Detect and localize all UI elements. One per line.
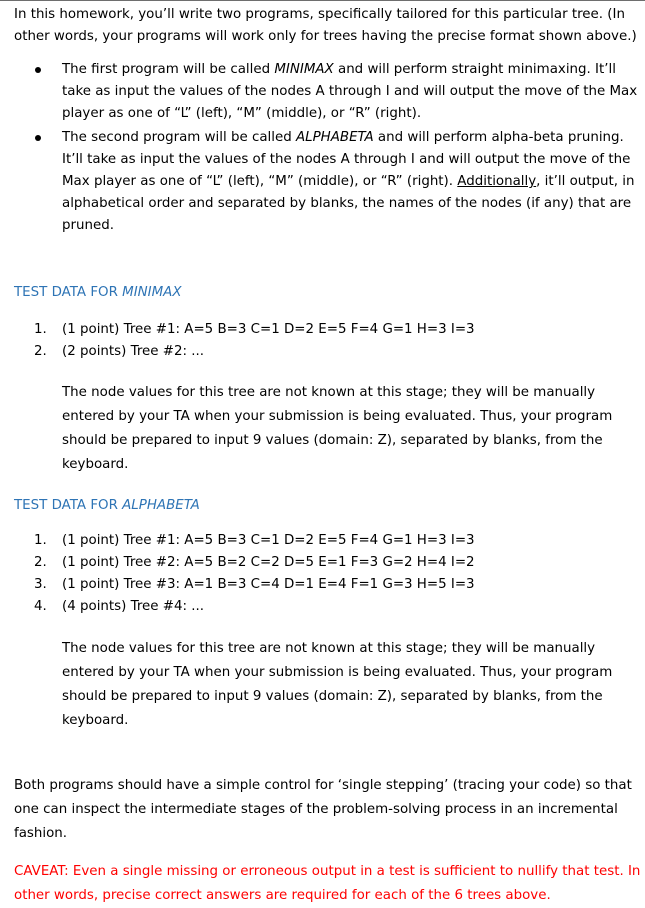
alphabeta-unknown-tree-note: The node values for this tree are not known at this stage; they will be manually entered by your TA when your submission is being evaluated. Thus, your program should be prepared to input 9 values (domain: Z), separated by blanks, from the keyboard. (62, 641, 613, 728)
top-rule (0, 0, 645, 1)
single-stepping-paragraph: Both programs should have a simple control for ‘single stepping’ (tracing your code) so that one can inspect the intermediate stages of the problem-solving process in an incremental fashion. (14, 778, 632, 841)
intro-paragraph: In this homework, you’ll write two programs, specifically tailored for this particular tree. (In other words, your programs will work only for trees having the precise format shown above.) (14, 7, 637, 44)
list-item: 3. (1 point) Tree #3: A=1 B=3 C=4 D=1 E=4 F=1 G=3 H=5 I=3 (34, 577, 475, 592)
alphabeta-program-item: The second program will be called ALPHABETA and will perform alpha-beta pruning. It’ll take as input the values of the nodes A through I and will output the move of the Max player as one of “L” (left), “M” (middle), or “R” (right). Additionally, it’ll output, in alphabetical order and separated by blanks, the names of the nodes (if any) that are pruned. (34, 127, 645, 237)
integer-set-symbol: Z (377, 433, 387, 448)
alphabeta-test-heading: TEST DATA FOR ALPHABETA (14, 498, 200, 513)
minimax-name: MINIMAX (274, 62, 334, 77)
minimax-unknown-tree-note: The node values for this tree are not known at this stage; they will be manually entered by your TA when your submission is being evaluated. Thus, your program should be prepared to input 9 values (domain: Z), separated by blanks, from the keyboard. (62, 385, 613, 472)
alphabeta-test-list (34, 530, 642, 618)
list-item: 1. (1 point) Tree #1: A=5 B=3 C=1 D=2 E=5 F=4 G=1 H=3 I=3 (34, 322, 475, 337)
minimax-test-heading: TEST DATA FOR MINIMAX (14, 285, 182, 300)
additionally-underlined: Additionally (457, 174, 537, 189)
document-page (14, 4, 642, 908)
list-item: 1. (1 point) Tree #1: A=5 B=3 C=1 D=2 E=5 F=4 G=1 H=3 I=3 (34, 533, 475, 548)
caveat-paragraph: CAVEAT: Even a single missing or erroneous output in a test is sufficient to nullify that test. In other words, precise correct answers are required for each of the 6 trees above. (14, 864, 641, 903)
minimax-test-list (34, 319, 642, 363)
list-item: 2. (1 point) Tree #2: A=5 B=2 C=2 D=5 E=1 F=3 G=2 H=4 I=2 (34, 555, 475, 570)
program-list (34, 59, 642, 237)
list-item: 4. (4 points) Tree #4: ... (34, 599, 205, 614)
list-item: 2. (2 points) Tree #2: ... (34, 344, 205, 359)
minimax-program-item: The first program will be called MINIMAX and will perform straight minimaxing. It’ll take as input the values of the nodes A through I and will output the move of the Max player as one of “L” (left), “M” (middle), or “R” (right). (34, 59, 645, 125)
alphabeta-name: ALPHABETA (295, 130, 374, 145)
integer-set-symbol: Z (377, 689, 387, 704)
